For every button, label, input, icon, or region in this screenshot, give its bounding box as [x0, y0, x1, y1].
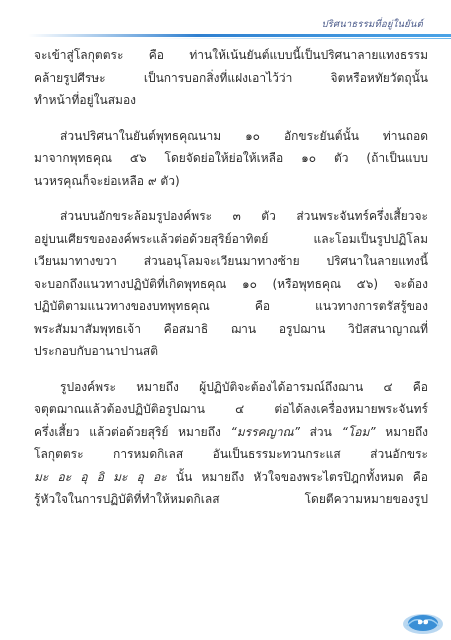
text-line: อยู่บนเศียรขององค์พระแล้วต่อด้วยสุริย์อาทิตย์ และโอมเป็นรูปปฏิโลม — [34, 231, 428, 246]
paragraph-2 — [34, 125, 428, 193]
text-line: เวียนมาทางขวา ส่วนอนุโลมจะเวียนมาทางซ้าย ปริศนาในลายแทงนี้ — [34, 254, 428, 268]
text-line: นวหรคุณก็จะย่อเหลือ ๙ ตัว) — [34, 173, 180, 188]
paragraph-4 — [34, 376, 428, 511]
text-line — [34, 466, 428, 489]
text-line: คล้ายรูปศีรษะ เป็นการบอกสิ่งที่แฝงเอาไว้ว่า จิตหรือหทัยวัตถุนั้น — [34, 70, 428, 85]
text-line: จตุตฌาณแล้วต้องปฏิบัติอรูปฌาน ๔ ต่อได้ลงเครื่องหมายพระจันทร์ — [34, 402, 428, 416]
body-text — [34, 44, 428, 511]
header-rule-thin — [150, 38, 451, 39]
text-line: โลกุตตระ การหมดกิเลส อันเป็นธรรมะทวนกระแส ส่วนอักขระ — [34, 447, 428, 461]
quoted-term: “มรรคญาณ” — [230, 424, 300, 439]
text-line: รูปองค์พระ หมายถึง ผู้ปฏิบัติจะต้องได้อารมณ์ถึงฌาน ๔ คือ — [60, 379, 428, 394]
text-line: จะบอกถึงแนวทางปฏิบัติที่เกิดพุทธคุณ ๑๐ (หรือพุทธคุณ ๕๖) จะต้อง — [34, 276, 428, 291]
header-rule — [28, 34, 451, 37]
text-line: จะเข้าสู่โลกุตตระ คือ ท่านให้เน้นยันต์แบบนี้เป็นปริศนาลายแทงธรรม — [34, 48, 428, 62]
page-number: ๑๑ — [417, 617, 429, 627]
paragraph-1 — [34, 44, 428, 112]
text-run: ส่วน — [299, 424, 342, 439]
text-line: ส่วนปริศนาในยันต์พุทธคุณนาม ๑๐ อักขระยันต์นั้น ท่านถอด — [60, 128, 428, 143]
text-line — [34, 421, 428, 444]
running-header: ปริศนาธรรมที่อยู่ในยันต์ — [321, 19, 423, 30]
text-line: มาจากพุทธคุณ ๕๖ โดยจัดย่อให้ย่อให้เหลือ ๑๐ ตัว (ถ้าเป็นแบบ — [34, 151, 428, 165]
text-line: รู้หัวใจในการปฏิบัติที่ทำให้หมดกิเลส โดยตีความหมายของรูป — [34, 492, 428, 506]
quoted-term: “โอม” — [341, 424, 376, 439]
paragraph-3 — [34, 205, 428, 363]
text-run: ครึ่งเสี้ยว แล้วต่อด้วยสุริย์ หมายถึง — [34, 424, 231, 439]
text-line: ส่วนบนอักขระล้อมรูปองค์พระ ๓ ตัว ส่วนพระจันทร์ครึ่งเสี้ยวจะ — [60, 209, 428, 223]
text-line: ปฏิบัติตามแนวทางของบทพุทธคุณ คือ แนวทางการตรัสรู้ของ — [34, 299, 428, 313]
text-run: หมายถึง — [375, 424, 428, 439]
text-line: พระสัมมาสัมพุทธเจ้า คือสมาธิ ฌาน อรูปฌาน วิปัสสนาญาณที่ — [34, 321, 428, 336]
italic-syllables: มะ อะ อุ อิ มะ อุ อะ — [34, 469, 167, 484]
text-line: ประกอบกับอานาปานสติ — [34, 344, 159, 358]
text-run: นั้น หมายถึง หัวใจของพระไตรปิฎกทั้งหมด คือ — [166, 469, 428, 484]
text-line: ทำหน้าที่อยู่ในสมอง — [34, 93, 137, 107]
